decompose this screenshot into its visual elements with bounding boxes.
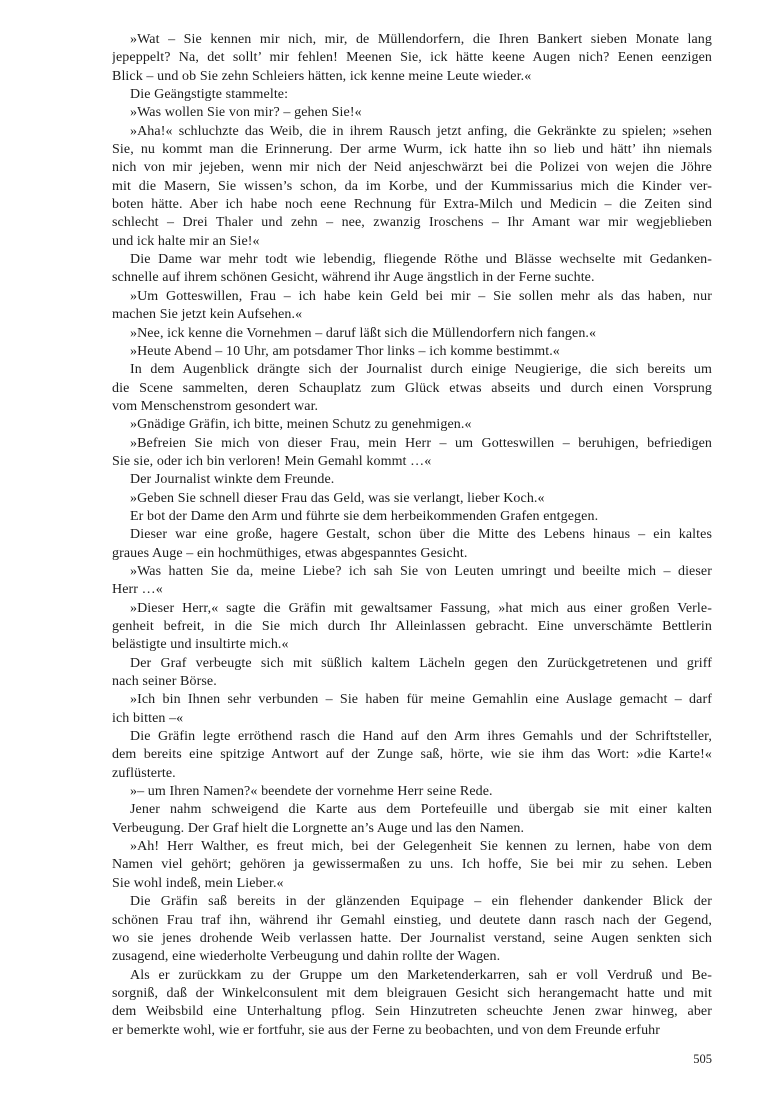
text-line: »Gnädige Gräfin, ich bitte, meinen Schutz zu genehmigen.« — [130, 417, 472, 433]
paragraph — [112, 801, 712, 838]
text-line: nich von mir jejeben, wenn mir nich der Neid anjeschwärzt bei die Polizei von wejen die Jöhre — [112, 160, 712, 176]
text-line: Jener nahm schweigend die Karte aus dem Portefeuille und übergab sie mit einer kalten — [130, 802, 712, 818]
text-line: boten hätte. Aber ich habe noch eene Rechnung für Extra-Milch und Medicin – die Zeiten sind — [112, 197, 712, 213]
text-line: »Geben Sie schnell dieser Frau das Geld, was sie verlangt, lieber Koch.« — [130, 490, 545, 506]
paragraph — [112, 691, 712, 728]
text-line: er bemerkte wohl, wie er fortfuhr, sie aus der Ferne zu beobachten, und von dem Freunde erfuhr — [112, 1022, 661, 1038]
text-line: Die Dame war mehr todt wie lebendig, fliegende Röthe und Blässe wechselte mit Gedanken- — [130, 252, 712, 268]
text-line: »Nee, ick kenne die Vornehmen – daruf läßt sich die Müllendorfern nich fangen.« — [130, 325, 597, 341]
paragraph — [112, 526, 712, 563]
text-line: wo sie jenes drohende Weib verlassen hatte. Der Journalist verstand, seine Augen senkten sich — [112, 930, 712, 946]
text-line: ich bitten –« — [112, 710, 184, 726]
paragraph — [112, 325, 712, 343]
text-line: belästigte und insultirte mich.« — [112, 637, 289, 653]
text-line: Die Geängstigte stammelte: — [130, 87, 289, 103]
text-line: In dem Augenblick drängte sich der Journalist durch einige Neugierige, die sich bereits um — [130, 362, 712, 378]
paragraph — [112, 838, 712, 893]
text-line: Als er zurückkam zu der Gruppe um den Marketenderkarren, sah er voll Verdruß und Be- — [130, 967, 712, 983]
paragraph — [112, 361, 712, 416]
text-line: schlecht – Drei Thaler und zehn – nee, zwanzig Iroschens – Ihr Amant war mir wegjeblieben — [112, 215, 712, 231]
text-line: Blick – und ob Sie zehn Schleiers hätten, ick kenne meine Leute wieder.« — [112, 68, 532, 84]
paragraph — [112, 563, 712, 600]
text-line: »– um Ihren Namen?« beendete der vornehme Herr seine Rede. — [130, 784, 493, 800]
paragraph — [112, 104, 712, 122]
text-line: »Um Gotteswillen, Frau – ich habe kein Geld bei mir – Sie sollen mehr als das haben, nur — [130, 288, 712, 304]
paragraph — [112, 967, 712, 1040]
text-line: Der Journalist winkte dem Freunde. — [130, 472, 335, 488]
text-line: dem bereits eine spitzige Antwort auf der Zunge saß, hörte, wie sie ihm das Wort: »die Karte!« — [112, 747, 712, 763]
text-line: nach seiner Börse. — [112, 674, 217, 690]
text-line: schönen Frau traf ihn, während ihr Gemahl einstieg, und deutete dann rasch nach der Gegend, — [112, 912, 712, 928]
paragraph — [112, 343, 712, 361]
text-line: jepeppelt? Na, det sollt’ mir fehlen! Meenen Sie, ick hätte keene Augen nich? Eenen eenzigen — [112, 50, 712, 66]
paragraph — [112, 86, 712, 104]
paragraph — [112, 471, 712, 489]
text-line: Die Gräfin saß bereits in der glänzenden Equipage – ein flehender dankender Blick der — [130, 894, 712, 910]
text-line: und ick halte mir an Sie!« — [112, 233, 260, 249]
text-line: die Scene sammelten, deren Schauplatz zum Glück etwas abseits und durch einen Vorsprung — [112, 380, 712, 396]
text-line: »Was hatten Sie da, meine Liebe? ich sah Sie von Leuten umringt und beeilte mich – dieser — [130, 563, 712, 579]
text-line: mit die Masern, Sie wissen’s schon, da im Korbe, und der Kummissarius mich die Kinder ver- — [112, 178, 712, 194]
paragraph — [112, 655, 712, 692]
text-line: machen Sie jetzt kein Aufsehen.« — [112, 307, 303, 323]
text-line: »Ah! Herr Walther, es freut mich, bei der Gelegenheit Sie kennen zu lernen, habe von dem — [130, 839, 712, 855]
paragraph — [112, 508, 712, 526]
text-line: »Wat – Sie kennen mir nich, mir, de Müllendorfern, die Ihren Bankert sieben Monate lang — [130, 32, 712, 47]
text-line: Dieser war eine große, hagere Gestalt, schon über die Mitte des Lebens hinaus – ein kaltes — [130, 527, 712, 543]
text-line: Der Graf verbeugte sich mit süßlich kaltem Lächeln gegen den Zurückgetretenen und griff — [130, 655, 712, 671]
text-line: Sie, nu kommt man die Erinnerung. Der arme Wurm, ick hatte ihn so lieb und hätt’ ihn niemals — [112, 142, 712, 158]
paragraph — [112, 893, 712, 966]
paragraph — [112, 288, 712, 325]
text-line: graues Auge – ein hochmüthiges, etwas abgespanntes Gesicht. — [112, 545, 468, 561]
paragraph — [112, 600, 712, 655]
text-line: zuflüsterte. — [112, 765, 176, 781]
text-line: zusagend, eine wiederholte Verbeugung und dahin rollte der Wagen. — [112, 949, 501, 965]
paragraph — [112, 251, 712, 288]
text-line: »Aha!« schluchzte das Weib, die in ihrem Rausch jetzt anfing, die Gekränkte zu spielen; »sehen — [130, 123, 712, 139]
text-line: Er bot der Dame den Arm und führte sie dem herbeikommenden Grafen entgegen. — [130, 508, 599, 524]
text-line: Sie wohl indeß, mein Lieber.« — [112, 875, 284, 891]
text-block — [112, 31, 712, 1040]
text-line: genheit befreit, in die Sie mich durch Ihr Alleinlassen gebracht. Eine unverschämte Bettlerin — [112, 619, 712, 634]
paragraph — [112, 31, 712, 86]
text-line: »Ich bin Ihnen sehr verbunden – Sie haben für meine Gemahlin eine Auslage gemacht – darf — [130, 692, 712, 708]
text-line: dem Weibsbild eine Unterhaltung pflog. Sein Hinzutreten scheuchte Jenen zwar hinweg, aber — [112, 1004, 712, 1020]
paragraph — [112, 416, 712, 434]
paragraph — [112, 490, 712, 508]
text-line: Die Gräfin legte erröthend rasch die Hand auf den Arm ihres Gemahls und der Schriftsteller, — [130, 729, 712, 745]
text-line: »Heute Abend – 10 Uhr, am potsdamer Thor links – ich komme bestimmt.« — [130, 343, 560, 359]
text-line: Herr …« — [112, 582, 163, 598]
paragraph — [112, 728, 712, 783]
text-line: »Befreien Sie mich von dieser Frau, mein Herr – um Gotteswillen – beruhigen, befriedigen — [130, 435, 712, 451]
paragraph — [112, 123, 712, 251]
text-line: vom Menschenstrom gesondert war. — [112, 398, 319, 414]
text-line: »Dieser Herr,« sagte die Gräfin mit gewaltsamer Fassung, »hat mich aus einer großen Verle- — [130, 600, 712, 616]
paragraph — [112, 435, 712, 472]
text-line: schnelle auf ihrem schönen Gesicht, während ihr Auge ängstlich in der Ferne suchte. — [112, 270, 595, 286]
text-line: Namen viel gehört; gehören ja gewissermaßen zu uns. Ich hoffe, Sie bei mir zu sehen. Leben — [112, 857, 712, 873]
paragraph — [112, 783, 712, 801]
text-line: »Was wollen Sie von mir? – gehen Sie!« — [130, 105, 362, 121]
text-line: Verbeugung. Der Graf hielt die Lorgnette an’s Auge und las den Namen. — [112, 820, 525, 836]
text-line: sorgniß, daß der Winkelconsulent mit dem bleigrauen Gesicht sich herangemacht hatte und mit — [112, 985, 712, 1001]
page-number: 505 — [693, 1052, 712, 1066]
text-line: Sie sie, oder ich bin verloren! Mein Gemahl kommt …« — [112, 453, 432, 469]
